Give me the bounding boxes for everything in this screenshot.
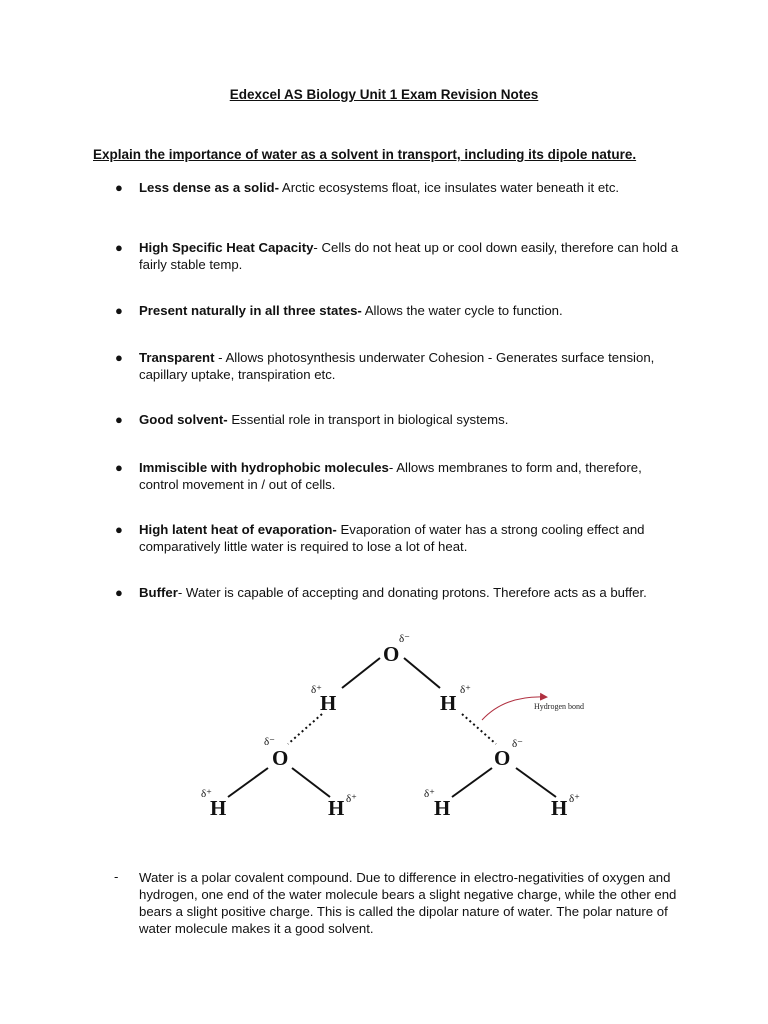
bullet-icon: ● <box>115 522 123 537</box>
item-term: Immiscible with hydrophobic molecules <box>139 460 389 475</box>
item-term: Less dense as a solid- <box>139 180 279 195</box>
bond-line <box>292 768 330 797</box>
item-text: Arctic ecosystems float, ice insulates water beneath it etc. <box>279 180 620 195</box>
item-term: High latent heat of evaporation- <box>139 522 337 537</box>
hydrogen-atom: H <box>440 691 457 715</box>
partial-charge: δ⁻ <box>512 738 523 750</box>
item-text: - Allows membranes to form and, therefore, control movement in / out of cells. <box>139 460 642 492</box>
hydrogen-bond-line <box>288 714 322 744</box>
document-title: Edexcel AS Biology Unit 1 Exam Revision Notes <box>229 87 539 102</box>
bond-line <box>516 768 556 797</box>
hydrogen-bond-line <box>462 714 496 744</box>
dipole-paragraph: Water is a polar covalent compound. Due to difference in electro-negativities of oxygen and hydrogen, one end of the water molecule bears a slight negative charge, while the other end bears a slight positive charge. This is called the dipolar nature of water. The polar nature of water molecule makes it a good solvent. <box>139 870 677 936</box>
bullet-icon: ● <box>115 585 123 600</box>
item-term: Present naturally in all three states- <box>139 303 362 318</box>
hydrogen-atom: H <box>320 691 337 715</box>
hydrogen-atom: H <box>434 796 451 820</box>
item-term: High Specific Heat Capacity <box>139 240 314 255</box>
oxygen-atom: O <box>383 642 400 666</box>
partial-charge: δ⁺ <box>346 793 357 805</box>
partial-charge: δ⁺ <box>569 793 580 805</box>
item-text: - Cells do not heat up or cool down easily, therefore can hold a fairly stable temp. <box>139 240 679 272</box>
bullet-icon: ● <box>115 180 123 195</box>
item-term: Good solvent- <box>139 412 228 427</box>
paragraph-marker: - <box>114 869 119 884</box>
bullet-icon: ● <box>115 303 123 318</box>
section-heading: Explain the importance of water as a solvent in transport, including its dipole nature. <box>93 147 637 162</box>
bond-line <box>452 768 492 797</box>
bond-line <box>228 768 268 797</box>
bond-line <box>404 658 440 688</box>
partial-charge: δ⁻ <box>399 633 410 645</box>
item-text: - Allows photosynthesis underwater Cohesion - Generates surface tension, capillary uptake, transpiration etc. <box>139 350 655 382</box>
partial-charge: δ⁺ <box>311 684 322 696</box>
hydrogen-atom: H <box>210 796 227 820</box>
item-term: Buffer <box>139 585 178 600</box>
hydrogen-atom: H <box>328 796 345 820</box>
hydrogen-atom: H <box>551 796 568 820</box>
bullet-icon: ● <box>115 460 123 475</box>
partial-charge: δ⁺ <box>201 788 212 800</box>
item-text: Essential role in transport in biological systems. <box>227 412 509 427</box>
partial-charge: δ⁻ <box>264 736 275 748</box>
oxygen-atom: O <box>494 746 511 770</box>
partial-charge: δ⁺ <box>460 684 471 696</box>
item-text: - Water is capable of accepting and donating protons. Therefore acts as a buffer. <box>177 585 647 600</box>
item-term: Transparent <box>139 350 215 365</box>
bullet-icon: ● <box>115 350 123 365</box>
bond-line <box>342 658 380 688</box>
oxygen-atom: O <box>272 746 289 770</box>
bullet-icon: ● <box>115 240 123 255</box>
bullet-icon: ● <box>115 412 123 427</box>
hydrogen-bond-label: Hydrogen bond <box>534 702 584 711</box>
partial-charge: δ⁺ <box>424 788 435 800</box>
item-text: Evaporation of water has a strong cooling effect and comparatively little water is required to lose a lot of heat. <box>139 522 645 554</box>
item-text: Allows the water cycle to function. <box>361 303 563 318</box>
